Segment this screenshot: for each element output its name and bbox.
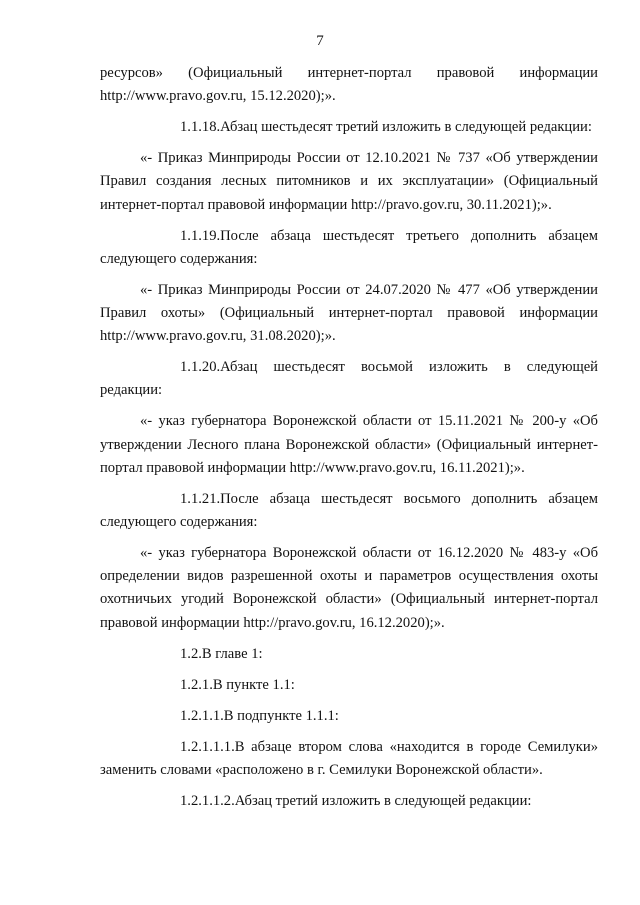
paragraph-number: 1.1.19.	[180, 227, 221, 244]
paragraph-number: 1.1.20.	[180, 359, 221, 376]
paragraph-number: 1.1.18.	[180, 119, 221, 136]
paragraph-quote	[100, 279, 598, 349]
paragraph-1-2	[100, 643, 598, 666]
page-number: 7	[316, 33, 324, 49]
paragraph-number: 1.2.	[180, 645, 202, 662]
paragraph-text: После абзаца шестьдесят восьмого дополнить абзацем следующего содержания:	[100, 490, 598, 531]
paragraph-text: Абзац шестьдесят восьмой изложить в следующей редакции:	[100, 359, 598, 399]
paragraph-text: В подпункте 1.1.1:	[223, 707, 339, 724]
paragraph-number: 1.2.1.1.1.	[180, 738, 235, 755]
paragraph-quote	[100, 410, 598, 480]
paragraph-text: После абзаца шестьдесят третьего дополнить абзацем следующего содержания:	[100, 227, 598, 267]
paragraph-text: В абзаце втором слова «находится в городе Семилуки» заменить словами «расположено в г. Семилуки Воронежской области».	[100, 738, 598, 778]
paragraph-1-2-1-1-2	[100, 790, 598, 813]
paragraph-number: 1.2.1.1.	[180, 707, 224, 724]
paragraph-text: ресурсов» (Официальный интернет-портал правовой информации http://www.pravo.gov.ru, 15.12.2020);».	[100, 65, 598, 105]
paragraph-1-2-1	[100, 674, 598, 697]
document-body	[100, 62, 598, 821]
paragraph-text: «- Приказ Минприроды России от 12.10.2021 № 737 «Об утверждении Правил создания лесных питомников и их эксплуатации» (Официальный интернет-портал правовой информации http://pravo.gov.ru, 30.11.2021);».	[100, 150, 598, 213]
paragraph-1-1-19	[100, 225, 598, 271]
paragraph-quote	[100, 147, 598, 217]
paragraph-1-1-20	[100, 356, 598, 402]
paragraph-number: 1.1.21.	[180, 490, 221, 507]
paragraph-continuation	[100, 62, 598, 108]
paragraph-1-1-18	[100, 116, 598, 139]
paragraph-number: 1.2.1.1.2.	[180, 792, 235, 809]
paragraph-1-2-1-1-1	[100, 736, 598, 782]
paragraph-text: «- указ губернатора Воронежской области от 15.11.2021 № 200-у «Об утверждении Лесного плана Воронежской области» (Официальный интернет-портал правовой информации http://www.pravo.gov.ru, 16.11.2021);».	[100, 413, 598, 476]
paragraph-quote	[100, 542, 598, 635]
paragraph-text: В главе 1:	[201, 645, 263, 662]
paragraph-1-2-1-1	[100, 705, 598, 728]
paragraph-text: В пункте 1.1:	[212, 676, 295, 693]
paragraph-number: 1.2.1.	[180, 676, 213, 693]
paragraph-text: «- Приказ Минприроды России от 24.07.2020 № 477 «Об утверждении Правил охоты» (Официальный интернет-портал правовой информации http://www.pravo.gov.ru, 31.08.2020);».	[100, 281, 598, 345]
paragraph-text: Абзац третий изложить в следующей редакции:	[234, 792, 532, 809]
paragraph-text: Абзац шестьдесят третий изложить в следующей редакции:	[220, 119, 592, 136]
paragraph-1-1-21	[100, 488, 598, 534]
paragraph-text: «- указ губернатора Воронежской области от 16.12.2020 № 483-у «Об определении видов разрешенной охоты и параметров осуществления охоты охотничьих угодий Воронежской области» (Официальный интернет-портал правовой информации http://pravo.gov.ru, 16.12.2020);».	[100, 545, 598, 631]
